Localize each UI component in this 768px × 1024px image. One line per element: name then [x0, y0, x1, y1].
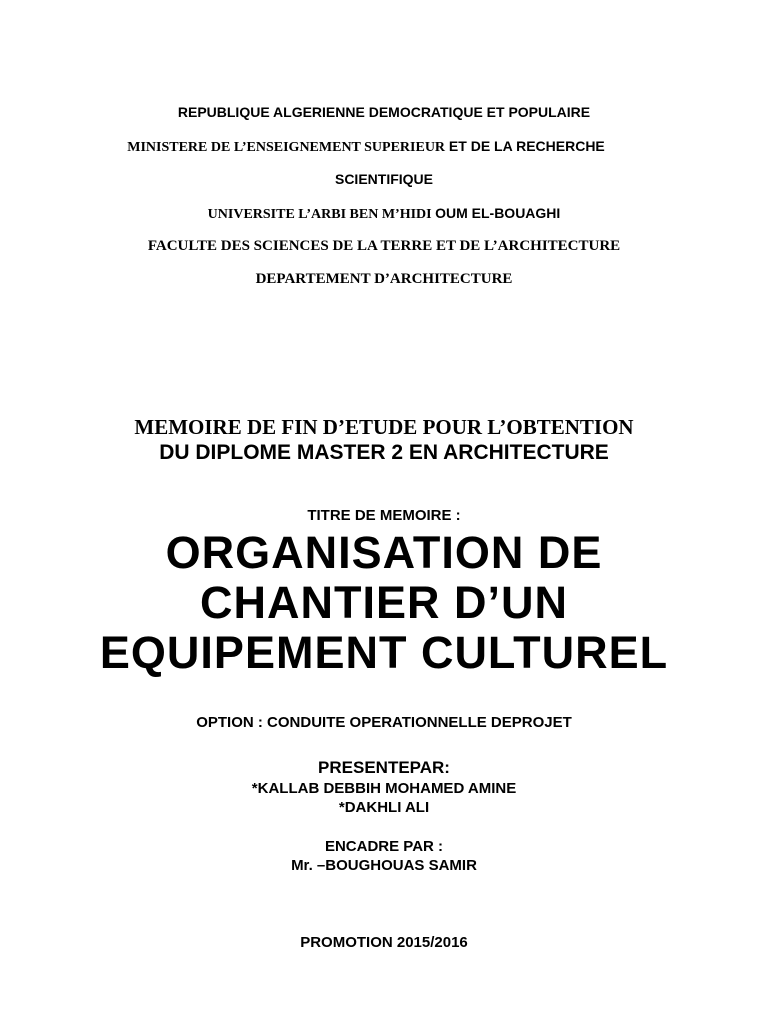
memoire-line-2: DU DIPLOME MASTER 2 EN ARCHITECTURE — [159, 441, 609, 464]
student-name-1: *KALLAB DEBBIH MOHAMED AMINE — [251, 780, 517, 797]
student-name-2: *DAKHLI ALI — [338, 799, 430, 816]
presented-by-label: PRESENTEPAR: — [318, 758, 450, 777]
thesis-title-line-2: CHANTIER D’UN — [200, 577, 568, 628]
ministry-heading-part-a: MINISTERE DE L’ENSEIGNEMENT SUPERIEUR — [127, 140, 446, 155]
faculty-heading: FACULTE DES SCIENCES DE LA TERRE ET DE L’ARCHITECTURE — [147, 238, 621, 254]
promotion-line: PROMOTION 2015/2016 — [300, 934, 468, 951]
thesis-title-line-1: ORGANISATION DE — [165, 527, 603, 578]
thesis-title-line-3: EQUIPEMENT CULTUREL — [99, 627, 669, 678]
option-line: OPTION : CONDUITE OPERATIONNELLE DEPROJET — [196, 714, 572, 731]
ministry-heading-continued: SCIENTIFIQUE — [334, 171, 433, 187]
title-label: TITRE DE MEMOIRE : — [307, 507, 461, 524]
university-heading — [0, 205, 768, 223]
department-heading: DEPARTEMENT D’ARCHITECTURE — [255, 271, 513, 287]
supervisor-label: ENCADRE PAR : — [324, 838, 444, 855]
supervisor-name: Mr. –BOUGHOUAS SAMIR — [291, 857, 477, 874]
ministry-heading — [0, 138, 750, 156]
university-heading-part-a: UNIVERSITE L’ARBI BEN M’HIDI — [207, 207, 436, 222]
ministry-heading-part-b: ET DE LA RECHERCHE — [445, 138, 605, 154]
university-heading-part-b: OUM EL-BOUAGHI — [435, 205, 561, 221]
republic-heading: REPUBLIQUE ALGERIENNE DEMOCRATIQUE ET POPULAIRE — [177, 104, 591, 120]
memoire-line-1: MEMOIRE DE FIN D’ETUDE POUR L’OBTENTION — [134, 415, 634, 439]
